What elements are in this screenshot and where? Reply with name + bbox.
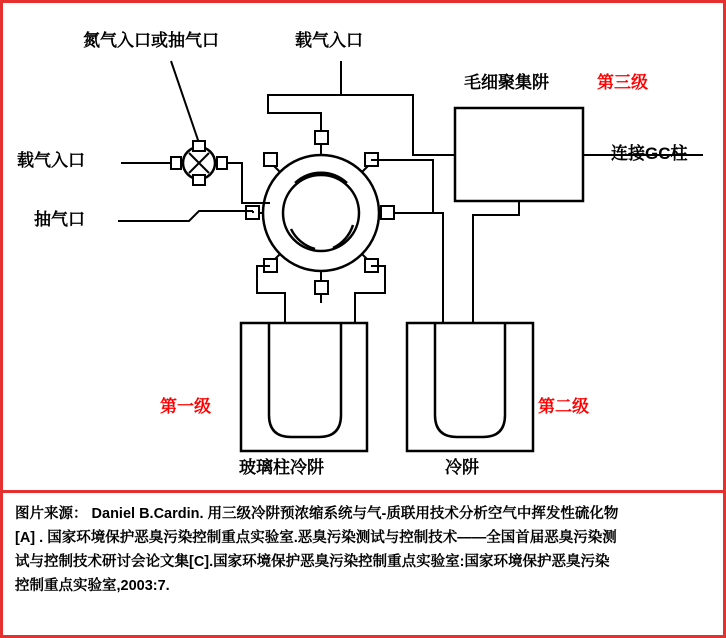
valve-bottom-right-branch — [355, 266, 385, 323]
label-stage-one: 第一级 — [160, 397, 211, 416]
fitting-port-top — [193, 141, 205, 151]
label-cold-trap: 冷阱 — [445, 458, 479, 477]
label-stage-three: 第三级 — [597, 73, 648, 92]
stage-one-dewar — [241, 323, 367, 451]
label-gc-column: 连接GC柱 — [611, 144, 688, 163]
fitting-port-left — [171, 157, 181, 169]
valve-port-bottom — [315, 281, 328, 294]
label-capillary-trap: 毛细聚集阱 — [464, 73, 549, 92]
valve-to-stage2-line — [394, 213, 443, 323]
label-carrier-gas-inlet-left: 载气入口 — [17, 151, 85, 170]
label-stage-two: 第二级 — [538, 397, 589, 416]
caption-line-2: [A] . 国家环境保护恶臭污染控制重点实验室.恶臭污染测试与控制技术——全国首届恶臭污染测 — [15, 529, 617, 546]
label-glass-cold-trap: 玻璃柱冷阱 — [239, 458, 324, 477]
fitting-port-bottom — [193, 175, 205, 185]
capillary-to-stage2-line — [473, 201, 519, 333]
diagram-canvas — [3, 3, 726, 493]
caption-line-1: 图片来源： Daniel B.Cardin. 用三级冷阱预浓缩系统与气-质联用技术分析空气中挥发性硫化物 — [15, 506, 619, 522]
pump-port-line — [118, 211, 253, 221]
caption-line-4: 控制重点实验室,2003:7. — [15, 577, 170, 594]
label-nitrogen-inlet: 氮气入口或抽气口 — [83, 31, 219, 50]
valve-inner-ring — [283, 175, 359, 251]
capillary-trap-box — [455, 108, 583, 201]
figure-caption — [3, 490, 723, 607]
label-carrier-gas-inlet-top: 载气入口 — [295, 31, 363, 50]
caption-line-3: 试与控制技术研讨会论文集[C].国家环境保护恶臭污染控制重点实验室:国家环境保护恶臭污染 — [15, 553, 610, 570]
valve-bottom-left-branch — [257, 266, 285, 323]
stage-two-dewar — [407, 323, 533, 451]
valve-port-top — [315, 131, 328, 144]
top-bus-to-capillary — [268, 95, 455, 155]
valve-port-top-left — [264, 153, 277, 166]
fitting-port-right — [217, 157, 227, 169]
label-pump-port: 抽气口 — [34, 210, 85, 229]
fitting-to-valve-line — [227, 163, 270, 203]
nitrogen-inlet-line — [171, 61, 199, 143]
valve-port-right — [381, 206, 394, 219]
